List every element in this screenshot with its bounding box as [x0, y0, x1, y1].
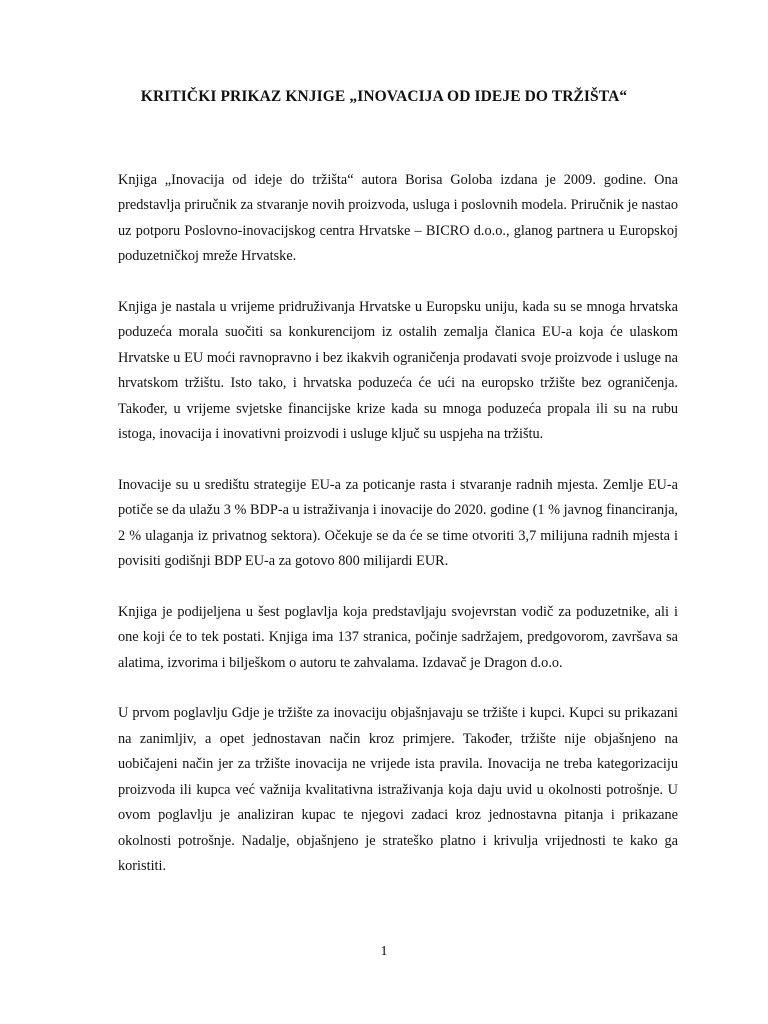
paragraph-eu-accession: Knjiga je nastala u vrijeme pridruživanja Hrvatske u Europsku uniju, kada su se mnoga hrvatska poduzeća morala suočiti sa konkurencijom iz ostalih zemalja članica EU-a koja će ulaskom Hrvatske u EU moći ravnopravno i bez ikakvih ograničenja prodavati svoje proizvode i usluge na hrvatskom tržištu. Isto tako, i hrvatska poduzeća će ući na europsko tržište bez ograničenja. Također, u vrijeme svjetske financijske krize kada su mnoga poduzeća propala ili su na rubu istoga, inovacija i inovativni proizvodi i usluge ključ su uspjeha na tržištu. — [118, 299, 678, 443]
paragraph-eu-strategy: Inovacije su u središtu strategije EU-a za poticanje rasta i stvaranje radnih mjesta. Zemlje EU-a potiče se da ulažu 3 % BDP-a u istraživanja i inovacije do 2020. godine (1 % javnog financiranja, 2 % ulaganja iz privatnog sektora). Očekuje se da će se time otvoriti 3,7 milijuna radnih mjesta i povisiti godišnji BDP EU-a za gotovo 800 milijardi EUR. — [118, 476, 678, 570]
document-title: KRITIČKI PRIKAZ KNJIGE „INOVACIJA OD IDEJE DO TRŽIŠTA“ — [140, 88, 628, 105]
document-body — [118, 168, 678, 905]
page-number: 1 — [380, 944, 388, 959]
paragraph-intro: Knjiga „Inovacija od ideje do tržišta“ autora Borisa Goloba izdana je 2009. godine. Ona predstavlja priručnik za stvaranje novih proizvoda, usluga i poslovnih modela. Priručnik je nastao uz potporu Poslovno-inovacijskog centra Hrvatske – BICRO d.o.o., glanog partnera u Europskoj poduzetničkoj mreže Hrvatske. — [118, 172, 678, 265]
paragraph-book-structure: Knjiga je podijeljena u šest poglavlja koja predstavljaju svojevrstan vodič za poduzetnike, ali i one koji će to tek postati. Knjiga ima 137 stranica, počinje sadržajem, predgovorom, završava sa alatima, izvorima i bilješkom o autoru te zahvalama. Izdavač je Dragon d.o.o. — [118, 603, 678, 671]
paragraph-first-chapter: U prvom poglavlju Gdje je tržište za inovaciju objašnjavaju se tržište i kupci. Kupci su prikazani na zanimljiv, a opet jednostavan način kroz primjere. Također, tržište nije objašnjeno na uobičajeni način jer za tržište inovacija ne vrijede ista pravila. Inovacija ne treba kategorizaciju proizvoda ili kupca već važnija kvalitativna istraživanja koja daju uvid u okolnosti potrošnje. U ovom poglavlju je analiziran kupac te njegovi zadaci kroz jednostavna pitanja i prikazane okolnosti potrošnje. Nadalje, objašnjeno je strateško platno i krivulja vrijednosti te kako ga koristiti. — [118, 705, 678, 874]
